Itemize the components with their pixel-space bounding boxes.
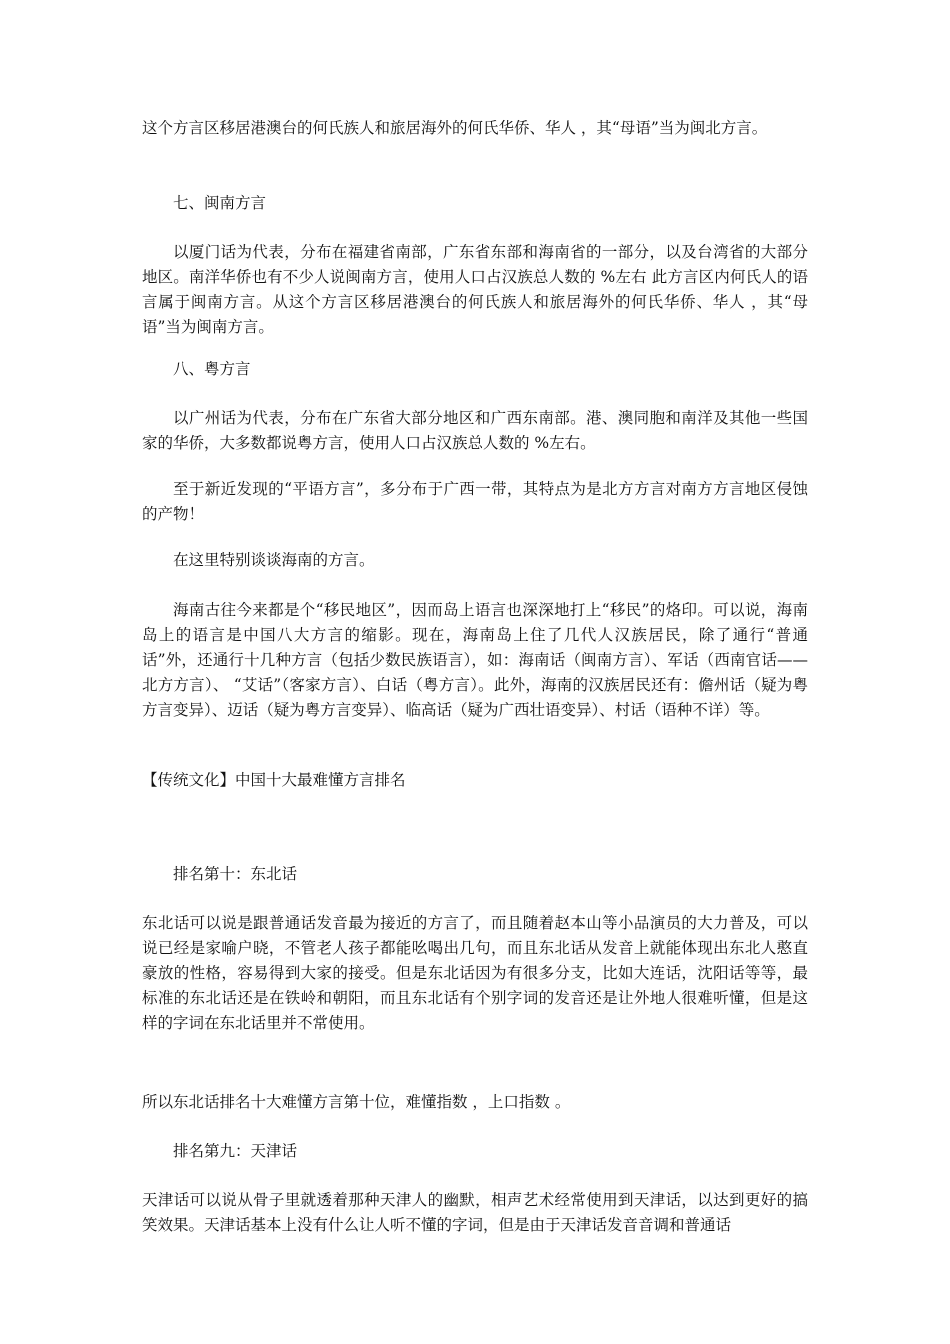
paragraph-minbei-summary: 这个方言区移居港澳台的何氏族人和旅居海外的何氏华侨、华人 ，其“母语”当为闽北方言。 [142, 119, 768, 137]
paragraph-yue: 以广州话为代表，分布在广东省大部分地区和广西东南部。港、澳同胞和南洋及其他一些国家的华侨，大多数都说粤方言，使用人口占汉族总人数的 %左右。 [142, 409, 808, 452]
heading-rank-9: 排名第九：天津话 [173, 1142, 298, 1160]
paragraph-dongbei: 东北话可以说是跟普通话发音最为接近的方言了，而且随着赵本山等小品演员的大力普及，可以说已经是家喻户晓，不管老人孩子都能吆喝出几句，而且东北话从发音上就能体现出东北人憨直豪放的性格，容易得到大家的接受。但是东北话因为有很多分支，比如大连话，沈阳话等等，最标准的东北话还是在铁岭和朝阳，而且东北话有个别字词的发音还是让外地人很难听懂，但是这样的字词在东北话里并不常使用。 [142, 914, 808, 1032]
paragraph-pingyu: 至于新近发现的“平语方言”，多分布于广西一带，其特点为是北方方言对南方方言地区侵蚀的产物！ [142, 480, 808, 523]
heading-yue: 八、粤方言 [173, 360, 251, 378]
paragraph-hainan: 海南古往今来都是个“移民地区”，因而岛上语言也深深地打上“移民”的烙印。可以说，海南岛上的语言是中国八大方言的缩影。现在，海南岛上住了几代人汉族居民，除了通行“普通话”外，还通行十几种方言（包括少数民族语言），如：海南话（闽南方言）、军话（西南官话——北方方言）、 “艾话”（客家方言）、白话（粤方言）。此外，海南的汉族居民还有：儋州话（疑为粤方言变异）、迈话（疑为粤方言变异）、临高话（疑为广西壮语变异）、村话（语种不详）等。 [142, 601, 808, 719]
paragraph-tianjin: 天津话可以说从骨子里就透着那种天津人的幽默，相声艺术经常使用到天津话，以达到更好的搞笑效果。天津话基本上没有什么让人听不懂的字词，但是由于天津话发音音调和普通话 [142, 1191, 808, 1234]
paragraph-dongbei-rank: 所以东北话排名十大难懂方言第十位，难懂指数 ，上口指数 。 [142, 1093, 571, 1111]
heading-minnan: 七、闽南方言 [173, 194, 267, 212]
heading-rank-10: 排名第十：东北话 [173, 865, 298, 883]
paragraph-minnan: 以厦门话为代表，分布在福建省南部，广东省东部和海南省的一部分，以及台湾省的大部分地区。南洋华侨也有不少人说闽南方言，使用人口占汉族总人数的 %左右 此方言区内何氏人的语言属于闽南方言。从这个方言区移居港澳台的何氏族人和旅居海外的何氏华侨、华人 ，其“母语”当为闽南方言。 [142, 243, 808, 336]
section-title-top-ten: 【传统文化】中国十大最难懂方言排名 [142, 771, 406, 789]
paragraph-hainan-intro: 在这里特别谈谈海南的方言。 [173, 551, 375, 569]
